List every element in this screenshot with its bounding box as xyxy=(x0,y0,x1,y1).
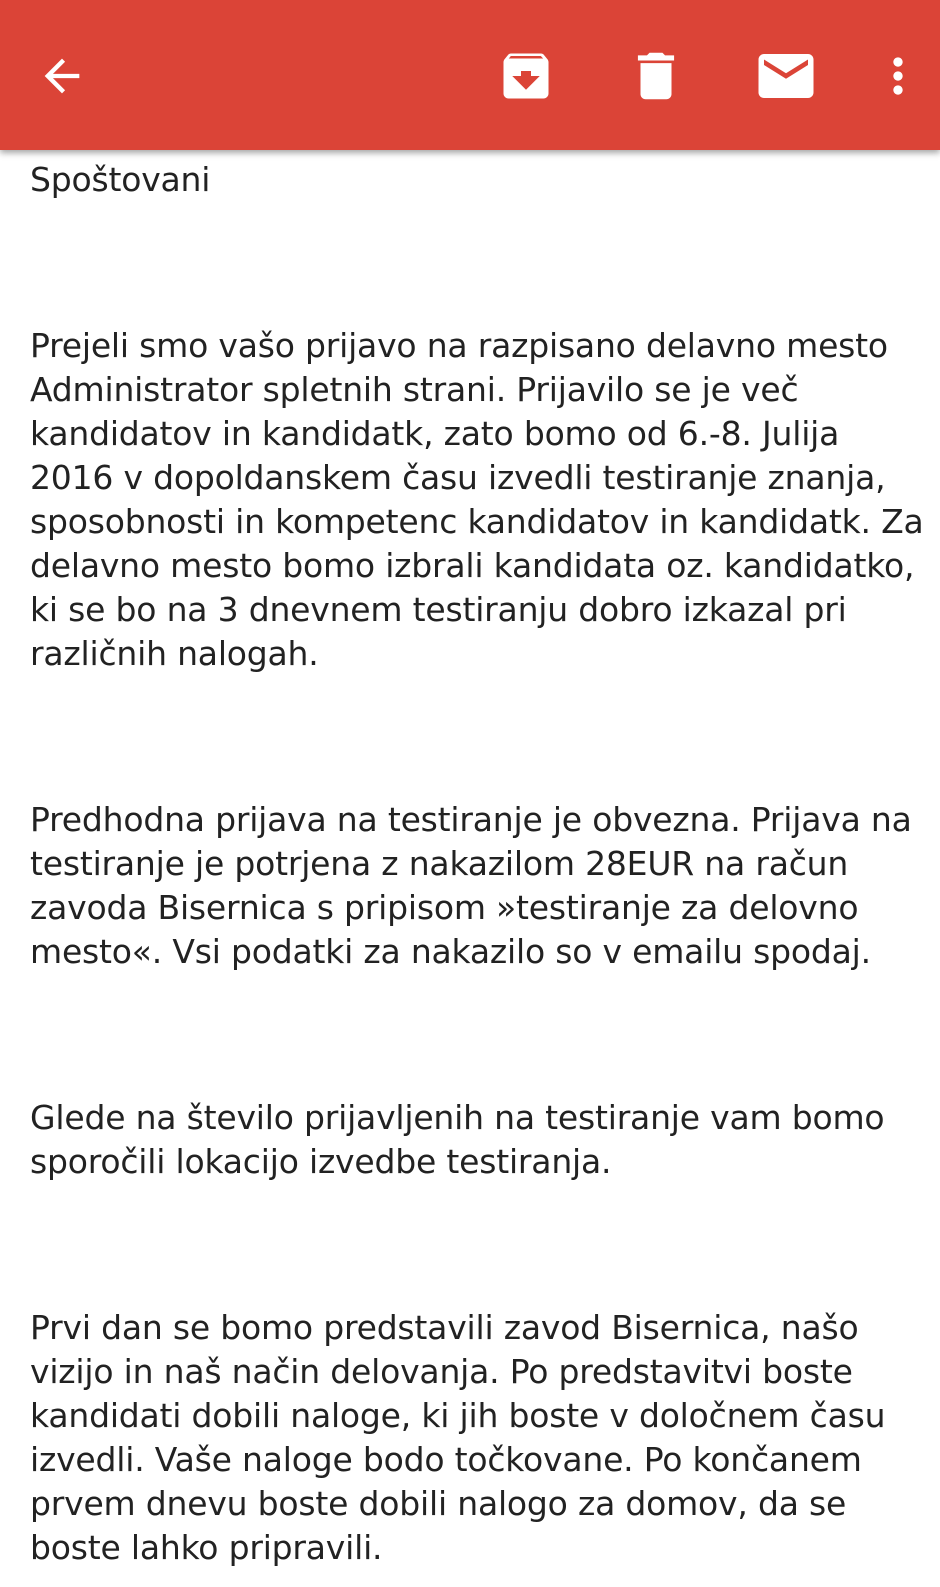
message-paragraph: Prejeli smo vašo prijavo na razpisano delavno mesto Administrator spletnih strani. Prijavilo se je več kandidatov in kandidatk, zato bomo od 6.-8. Julija 2016 v dopoldanskem času izvedli testiranje znanja, sposobnosti in kompetenc kandidatov in kandidatk. Za delavno mesto bomo izbrali kandidata oz. kandidatko, ki se bo na 3 dnevnem testiranju dobro izkazal pri različnih nalogah. xyxy=(30,326,924,673)
more-vert-icon xyxy=(870,48,926,104)
more-options-button[interactable] xyxy=(868,38,928,114)
mail-icon xyxy=(753,43,819,109)
message-paragraph: Predhodna prijava na testiranje je obvezna. Prijava na testiranje je potrjena z nakazilom 28EUR na račun zavoda Bisernica s pripisom »testiranje za delovno mesto«. Vsi podatki za nakazilo so v emailu spodaj. xyxy=(30,800,912,971)
app-toolbar xyxy=(0,0,940,150)
trash-icon xyxy=(625,45,687,107)
mark-unread-button[interactable] xyxy=(746,38,826,114)
message-paragraph: Prvi dan se bomo predstavili zavod Bisernica, našo vizijo in naš način delovanja. Po predstavitvi boste kandidati dobili naloge, ki jih boste v določnem času izvedli. Vaše naloge bodo točkovane. Po končanem prvem dnevu boste dobili nalogo za domov, da se boste lahko pripravili. xyxy=(30,1308,886,1567)
message-body xyxy=(30,158,925,1570)
message-greeting: Spoštovani xyxy=(30,160,211,199)
arrow-back-icon xyxy=(36,50,88,102)
back-button[interactable] xyxy=(24,38,100,114)
archive-icon xyxy=(496,46,556,106)
archive-button[interactable] xyxy=(488,38,564,114)
delete-button[interactable] xyxy=(618,38,694,114)
message-paragraph: Glede na število prijavljenih na testiranje vam bomo sporočili lokacijo izvedbe testiranja. xyxy=(30,1098,885,1181)
